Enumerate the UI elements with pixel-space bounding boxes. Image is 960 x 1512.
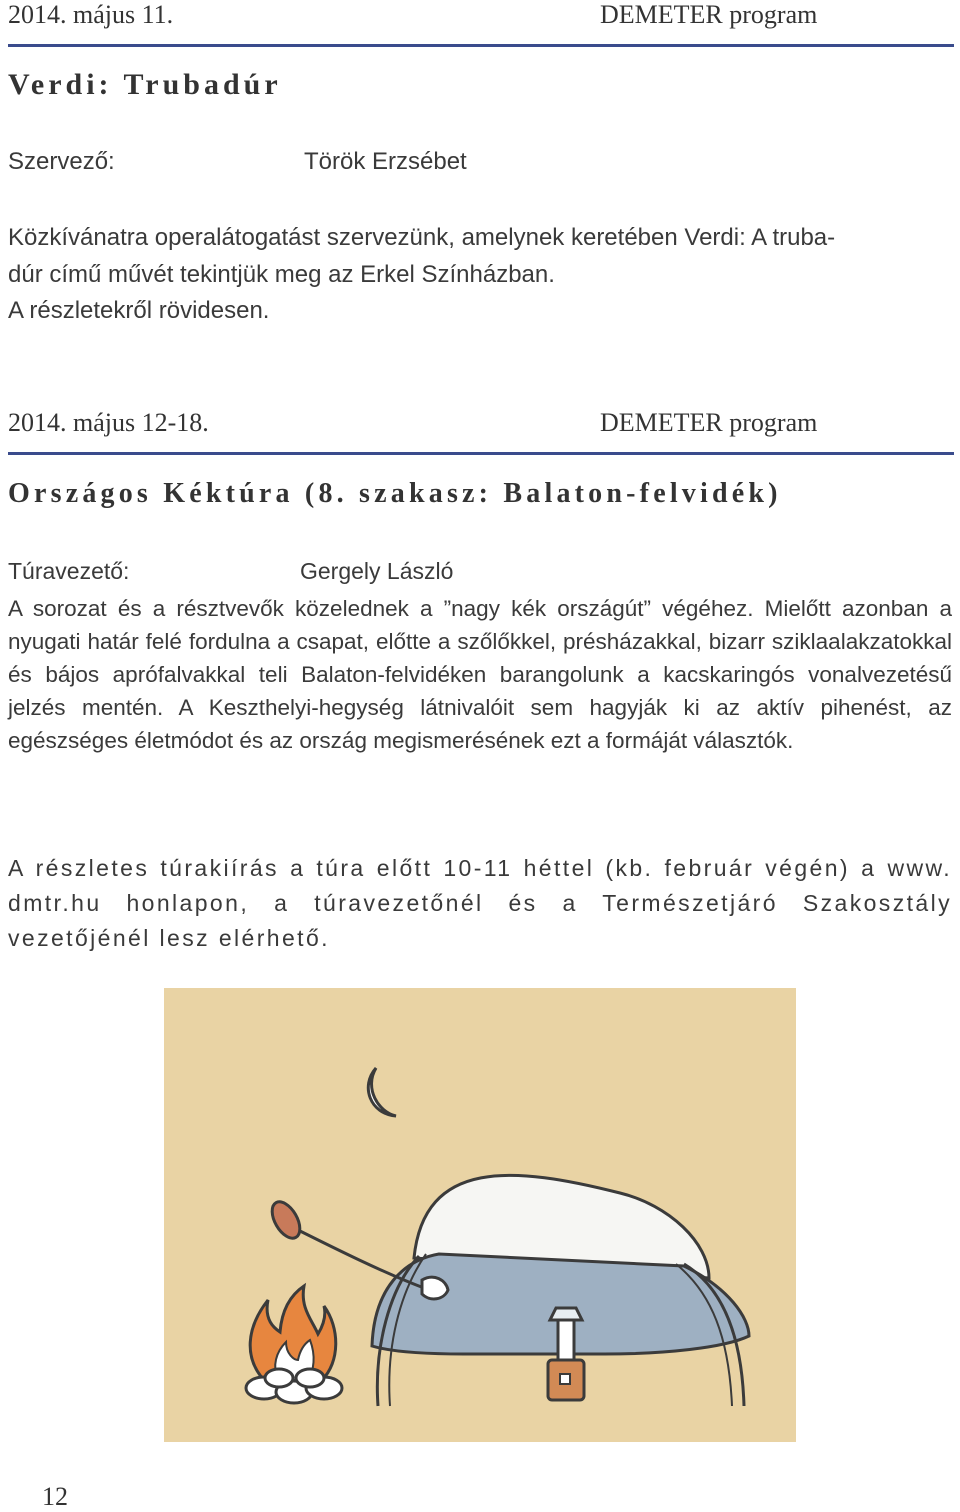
event1-description-line: A részletekről rövidesen. [8, 297, 270, 324]
event1-program: DEMETER program [600, 0, 818, 29]
event2-details-note: A részletes túrakiírás a túra előtt 10-11 héttel (kb. február végén) a www. dmtr.hu honlapon, a túravezetőnél és a Természetjáró Szakosztály vezetőjénél lesz elérhető. [8, 855, 952, 951]
event1-description-line: dúr című művét tekintjük meg az Erkel Színházban. [8, 261, 555, 288]
camping-illustration [164, 988, 796, 1442]
event2-guide-name: Gergely László [300, 558, 454, 584]
event1-organizer-label: Szervező: [8, 148, 115, 175]
event1-date: 2014. május 11. [8, 0, 174, 29]
event1-organizer-name: Török Erzsébet [304, 148, 467, 175]
event2-header-rule [8, 452, 954, 455]
event2-program: DEMETER program [600, 408, 818, 437]
event2-guide-label: Túravezető: [8, 558, 130, 584]
page-number: 12 [42, 1482, 68, 1511]
event2-description: A sorozat és a résztvevők közelednek a ”nagy kék országút” végéhez. Mielőtt azonban a nyugati határ felé fordulna a csapat, előtte a szőlőkkel, présházakkal, bizarr sziklaalakzatokkal és bájos aprófalvakkal teli Balaton-felvidéken barangolunk a kacskaringós vonalvezetésű jelzés mentén. A Keszthelyi-hegység látnivalóit sem hagyják ki az aktív pihenést, az egészséges életmódot és az ország megismerésének ezt a formáját választók. [8, 596, 952, 753]
event2-title: Országos Kéktúra (8. szakasz: Balaton-felvidék) [8, 478, 782, 509]
event1-title: Verdi: Trubadúr [8, 68, 282, 101]
event1-description-line: Közkívánatra operalátogatást szervezünk, amelynek keretében Verdi: A truba- [8, 224, 836, 251]
event1-header-rule [8, 44, 954, 47]
event2-date: 2014. május 12-18. [8, 408, 209, 437]
